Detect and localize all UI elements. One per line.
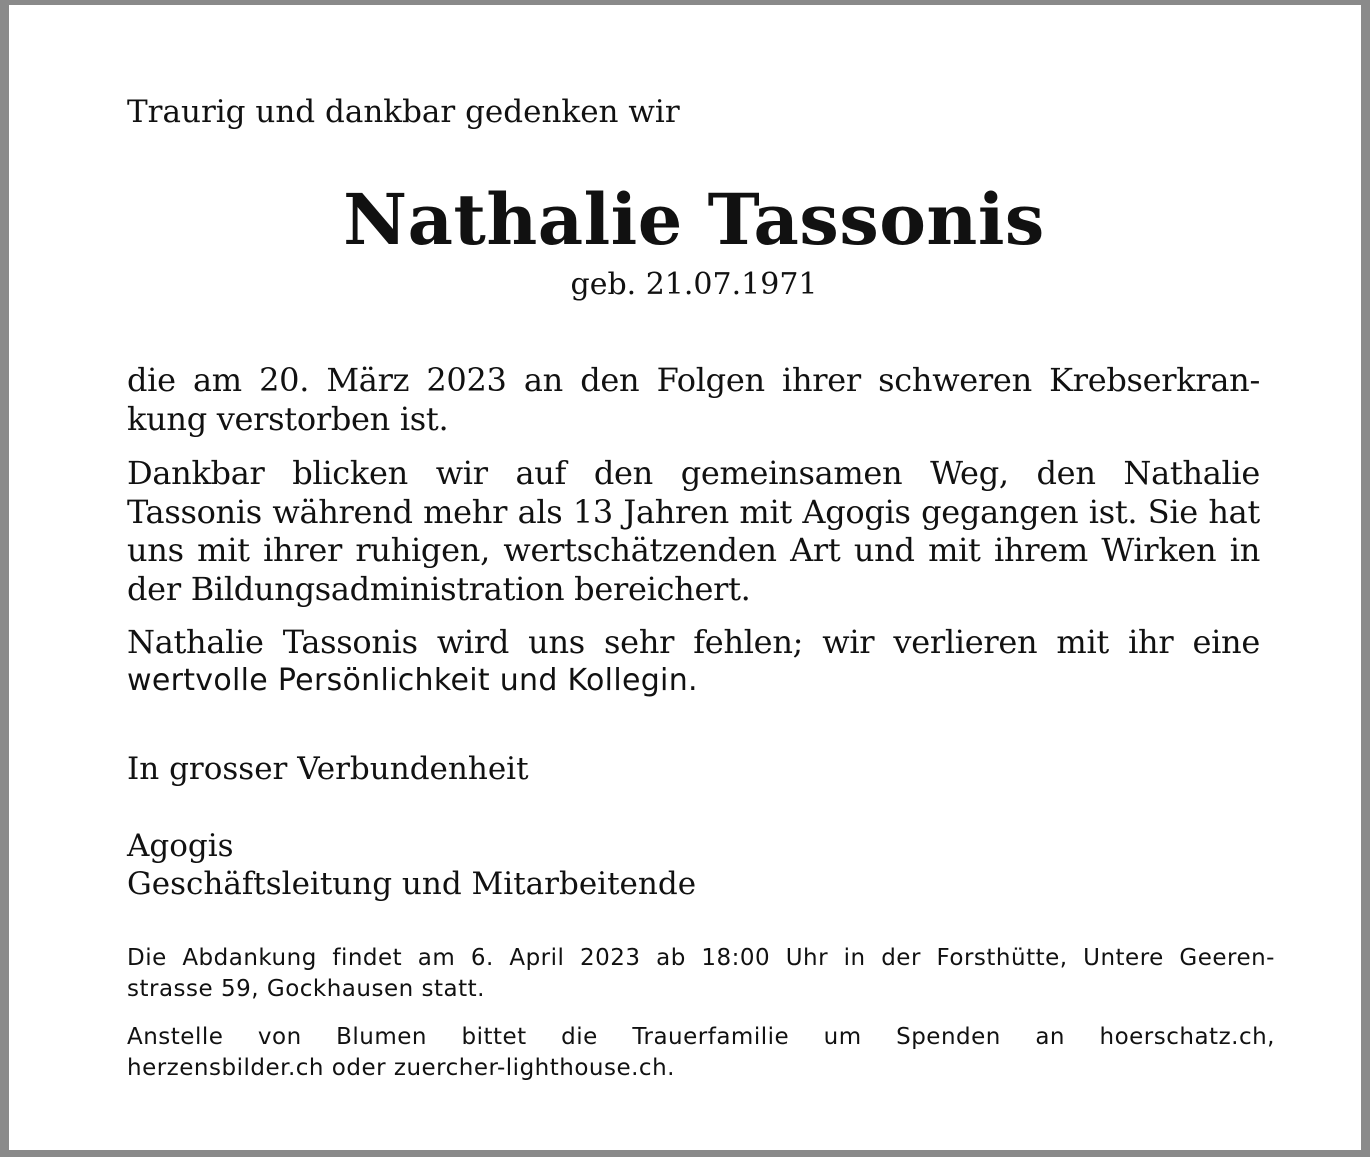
farewell-paragraph [127, 623, 1260, 700]
tribute-paragraph: Dankbar blicken wir auf den gemeinsamen Weg, den Nathalie Tassonis während mehr als 13 Jahren mit Agogis gegangen ist. Sie hat uns mit ihrer ruhigen, wertschätzenden Art und mit ihrem Wirken in der Bildungsadministration bereichert. [127, 454, 1260, 608]
death-paragraph-line-1: die am 20. März 2023 an den Folgen ihrer schweren Krebserkran- [127, 361, 1260, 399]
farewell-paragraph-line-2: wertvolle Persönlichkeit und Kollegin. [127, 662, 698, 698]
death-paragraph-line-2: kung verstorben ist. [127, 399, 449, 438]
closing-phrase: In grosser Verbundenheit [127, 751, 529, 787]
funeral-service-notice [127, 943, 1275, 1005]
funeral-service-line-2: strasse 59, Gockhausen statt. [127, 976, 485, 1002]
signature [127, 827, 1260, 903]
deceased-name: Nathalie Tassonis [343, 178, 1045, 261]
signature-group: Geschäftsleitung und Mitarbeitende [127, 866, 697, 902]
signature-organization: Agogis [127, 828, 234, 864]
birth-date: geb. 21.07.1971 [570, 267, 818, 302]
intro-text: Traurig und dankbar gedenken wir [127, 94, 680, 130]
donation-notice [127, 1022, 1275, 1084]
death-paragraph [127, 361, 1260, 438]
farewell-paragraph-line-1: Nathalie Tassonis wird uns sehr fehlen; wir verlieren mit ihr eine [127, 623, 1260, 661]
funeral-service-line-1: Die Abdankung findet am 6. April 2023 ab 18:00 Uhr in der Forsthütte, Untere Geeren- [127, 945, 1275, 971]
donation-line-1: Anstelle von Blumen bittet die Trauerfamilie um Spenden an hoerschatz.ch, [127, 1024, 1275, 1050]
donation-line-2: herzensbilder.ch oder zuercher-lighthouse.ch. [127, 1055, 675, 1081]
